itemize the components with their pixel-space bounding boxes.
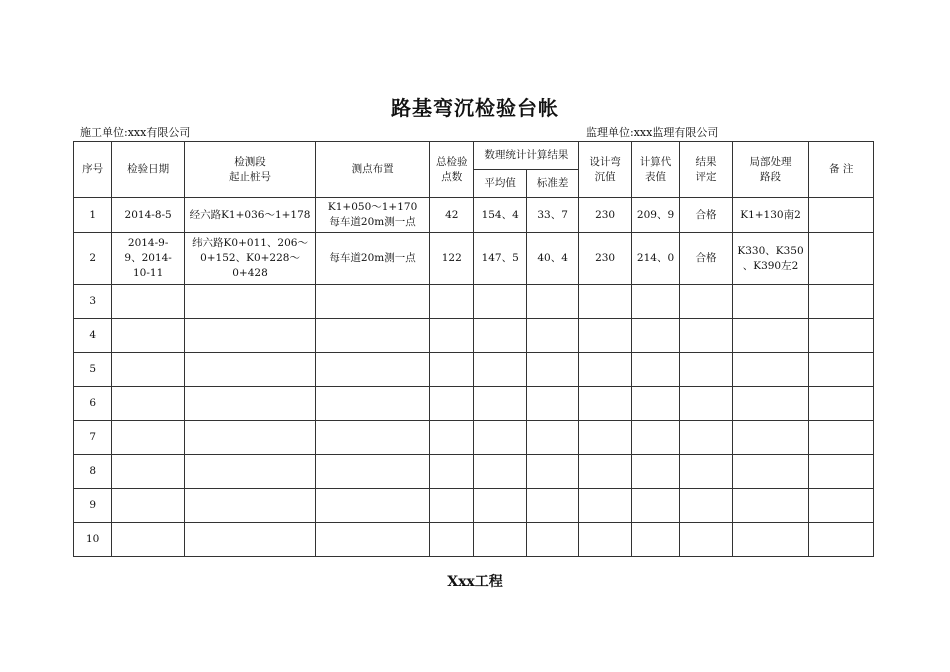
cell-date-line2: 9、2014- — [124, 252, 172, 264]
cell-seq: 8 — [74, 455, 112, 489]
empty-cell — [526, 421, 578, 455]
header-representative-line2: 表值 — [645, 170, 667, 183]
header-representative-line1: 计算代 — [639, 155, 672, 168]
cell-remark — [809, 198, 874, 233]
empty-cell — [680, 319, 732, 353]
empty-cell — [430, 421, 474, 455]
empty-cell — [316, 319, 430, 353]
cell-design: 230 — [579, 233, 631, 285]
empty-cell — [316, 455, 430, 489]
empty-cell — [112, 353, 185, 387]
empty-cell — [809, 523, 874, 557]
empty-cell — [474, 387, 526, 421]
empty-cell — [526, 455, 578, 489]
cell-seq: 9 — [74, 489, 112, 523]
cell-result: 合格 — [680, 233, 732, 285]
empty-cell — [474, 319, 526, 353]
table-row — [74, 198, 874, 233]
cell-remark — [809, 233, 874, 285]
empty-cell — [112, 387, 185, 421]
empty-cell — [680, 387, 732, 421]
empty-cell — [631, 285, 679, 319]
cell-seq: 3 — [74, 285, 112, 319]
table-row — [74, 353, 874, 387]
header-total-line1: 总检验 — [436, 155, 468, 168]
cell-seq: 2 — [74, 233, 112, 285]
empty-cell — [184, 387, 315, 421]
page-title: 路基弯沉检验台帐 — [391, 96, 559, 120]
cell-layout-line1: K1+050～1+170 — [327, 201, 418, 213]
cell-seq: 10 — [74, 523, 112, 557]
header-local-treatment — [732, 142, 809, 198]
empty-cell — [184, 523, 315, 557]
empty-cell — [631, 523, 679, 557]
deflection-ledger-table — [73, 141, 874, 557]
empty-cell — [430, 319, 474, 353]
empty-cell — [680, 489, 732, 523]
empty-cell — [579, 387, 631, 421]
cell-total: 42 — [430, 198, 474, 233]
empty-cell — [732, 285, 809, 319]
empty-cell — [474, 285, 526, 319]
header-row-1 — [74, 142, 874, 170]
empty-cell — [316, 421, 430, 455]
empty-cell — [526, 319, 578, 353]
cell-seq: 5 — [74, 353, 112, 387]
cell-seq: 1 — [74, 198, 112, 233]
empty-cell — [732, 523, 809, 557]
cell-std: 33、7 — [526, 198, 578, 233]
empty-cell — [680, 523, 732, 557]
cell-std: 40、4 — [526, 233, 578, 285]
table-row — [74, 387, 874, 421]
cell-total: 122 — [430, 233, 474, 285]
empty-cell — [316, 523, 430, 557]
empty-cell — [430, 523, 474, 557]
table-row — [74, 421, 874, 455]
empty-cell — [579, 353, 631, 387]
empty-cell — [430, 455, 474, 489]
header-total-line2: 点数 — [441, 170, 463, 183]
header-result-line2: 评定 — [695, 170, 717, 183]
empty-cell — [474, 353, 526, 387]
empty-cell — [474, 489, 526, 523]
empty-cell — [809, 387, 874, 421]
header-mean: 平均值 — [474, 170, 526, 198]
empty-cell — [631, 489, 679, 523]
empty-cell — [526, 489, 578, 523]
header-local-line1: 局部处理 — [749, 155, 792, 168]
empty-cell — [579, 489, 631, 523]
header-section-line2: 起止桩号 — [229, 170, 272, 183]
empty-cell — [112, 421, 185, 455]
header-local-line2: 路段 — [760, 170, 782, 183]
cell-representative: 209、9 — [631, 198, 679, 233]
empty-cell — [732, 353, 809, 387]
cell-layout: 每车道20m测一点 — [316, 233, 430, 285]
header-date: 检验日期 — [112, 142, 185, 198]
header-seq: 序号 — [74, 142, 112, 198]
cell-date: 2014-8-5 — [112, 198, 185, 233]
empty-cell — [474, 455, 526, 489]
empty-cell — [732, 489, 809, 523]
empty-cell — [809, 489, 874, 523]
empty-cell — [316, 387, 430, 421]
header-remark: 备 注 — [809, 142, 874, 198]
empty-cell — [316, 285, 430, 319]
cell-local-treatment — [732, 233, 809, 285]
cell-date — [112, 233, 185, 285]
empty-cell — [112, 285, 185, 319]
cell-section — [184, 233, 315, 285]
empty-cell — [579, 523, 631, 557]
empty-cell — [112, 523, 185, 557]
empty-cell — [680, 353, 732, 387]
empty-cell — [112, 489, 185, 523]
header-result-line1: 结果 — [695, 155, 717, 168]
cell-seq: 6 — [74, 387, 112, 421]
header-design-line1: 设计弯 — [589, 155, 621, 168]
empty-cell — [809, 455, 874, 489]
empty-cell — [112, 455, 185, 489]
empty-cell — [631, 353, 679, 387]
empty-cell — [631, 421, 679, 455]
cell-layout-line2: 每车道20m测一点 — [329, 216, 416, 228]
empty-cell — [316, 489, 430, 523]
empty-cell — [184, 319, 315, 353]
empty-cell — [631, 387, 679, 421]
cell-result: 合格 — [680, 198, 732, 233]
empty-cell — [526, 523, 578, 557]
empty-cell — [474, 523, 526, 557]
header-design-line2: 沉值 — [594, 170, 616, 183]
cell-design: 230 — [579, 198, 631, 233]
empty-cell — [579, 421, 631, 455]
header-std: 标准差 — [526, 170, 578, 198]
empty-cell — [732, 319, 809, 353]
empty-cell — [184, 455, 315, 489]
construction-unit: 施工单位:xxx有限公司 — [80, 126, 191, 139]
cell-section-line3: 0+428 — [232, 267, 268, 279]
empty-cell — [430, 353, 474, 387]
cell-mean: 154、4 — [474, 198, 526, 233]
table-row — [74, 285, 874, 319]
empty-cell — [430, 387, 474, 421]
table-row — [74, 523, 874, 557]
empty-cell — [112, 319, 185, 353]
empty-cell — [809, 319, 874, 353]
cell-section-line2: 0+152、K0+228～ — [200, 252, 300, 264]
supervision-unit: 监理单位:xxx监理有限公司 — [586, 126, 719, 139]
header-stats: 数理统计计算结果 — [474, 142, 579, 170]
empty-cell — [631, 319, 679, 353]
header-section-line1: 检测段 — [234, 155, 266, 168]
cell-section-line1: 纬六路K0+011、206～ — [192, 237, 308, 249]
cell-date-line1: 2014-9- — [127, 237, 169, 249]
header-section — [184, 142, 315, 198]
cell-mean: 147、5 — [474, 233, 526, 285]
cell-seq: 4 — [74, 319, 112, 353]
header-representative — [631, 142, 679, 198]
empty-cell — [732, 421, 809, 455]
cell-seq: 7 — [74, 421, 112, 455]
table-row — [74, 455, 874, 489]
empty-cell — [474, 421, 526, 455]
cell-representative: 214、0 — [631, 233, 679, 285]
empty-cell — [809, 421, 874, 455]
header-design — [579, 142, 631, 198]
cell-local-treatment: K1+130南2 — [732, 198, 809, 233]
empty-cell — [430, 489, 474, 523]
cell-section: 经六路K1+036～1+178 — [184, 198, 315, 233]
header-total — [430, 142, 474, 198]
cell-local-line1: K330、K350 — [737, 244, 804, 257]
table-row — [74, 489, 874, 523]
empty-cell — [430, 285, 474, 319]
empty-cell — [579, 285, 631, 319]
cell-local-line2: 、K390左2 — [742, 259, 799, 272]
empty-cell — [526, 353, 578, 387]
empty-cell — [680, 285, 732, 319]
header-layout: 测点布置 — [316, 142, 430, 198]
empty-cell — [809, 353, 874, 387]
empty-cell — [316, 353, 430, 387]
header-result — [680, 142, 732, 198]
empty-cell — [579, 455, 631, 489]
empty-cell — [184, 489, 315, 523]
empty-cell — [631, 455, 679, 489]
empty-cell — [579, 319, 631, 353]
project-footer: Xxx工程 — [447, 574, 503, 590]
empty-cell — [184, 285, 315, 319]
empty-cell — [680, 455, 732, 489]
table-row — [74, 233, 874, 285]
cell-layout — [316, 198, 430, 233]
table-row — [74, 319, 874, 353]
empty-cell — [526, 387, 578, 421]
empty-cell — [526, 285, 578, 319]
empty-cell — [184, 353, 315, 387]
empty-cell — [732, 455, 809, 489]
cell-date-line3: 10-11 — [133, 267, 164, 279]
empty-cell — [809, 285, 874, 319]
empty-cell — [184, 421, 315, 455]
empty-cell — [680, 421, 732, 455]
empty-cell — [732, 387, 809, 421]
